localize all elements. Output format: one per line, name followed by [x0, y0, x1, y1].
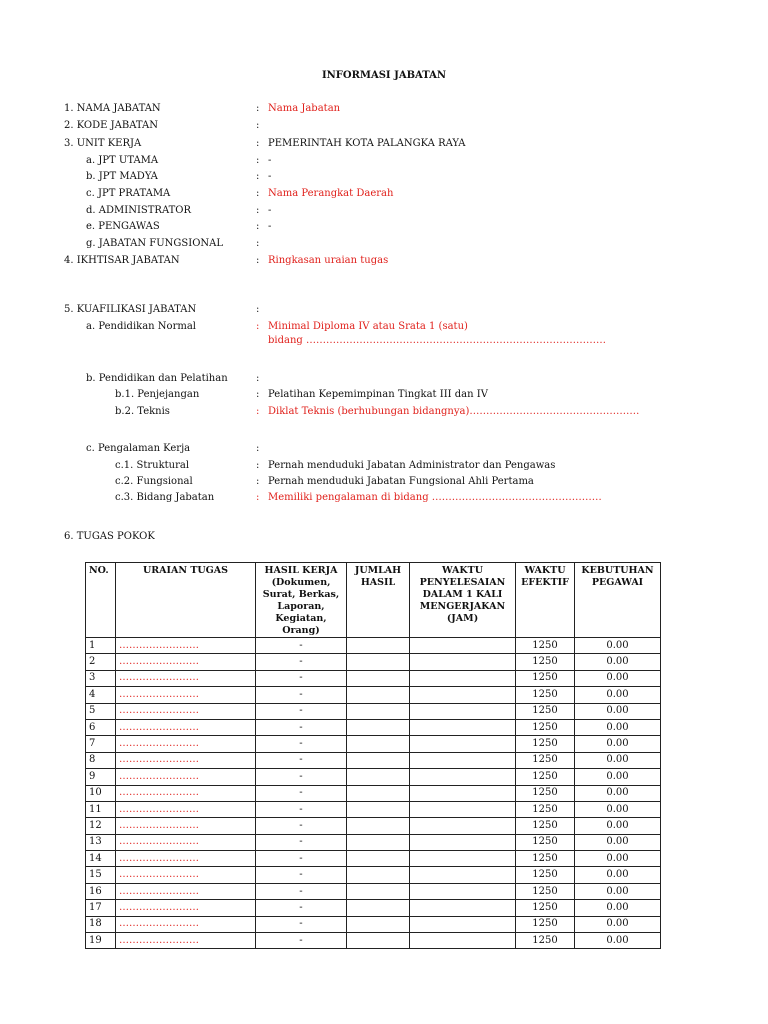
table-cell-no: 13 — [86, 834, 116, 850]
table-row — [86, 736, 661, 752]
table-cell-waktu — [410, 670, 516, 686]
table-cell-waktu — [410, 900, 516, 916]
table-cell-hasil: - — [256, 719, 347, 735]
table-cell-efektif: 1250 — [516, 933, 575, 949]
table-cell-uraian: …………………… — [116, 638, 256, 654]
field-colon: : — [256, 389, 260, 400]
field-colon: : — [256, 476, 260, 487]
table-cell-efektif: 1250 — [516, 851, 575, 867]
table-cell-waktu — [410, 736, 516, 752]
table-cell-no: 6 — [86, 719, 116, 735]
table-cell-efektif: 1250 — [516, 785, 575, 801]
table-cell-hasil: - — [256, 916, 347, 932]
table-row — [86, 801, 661, 817]
table-cell-hasil: - — [256, 687, 347, 703]
table-row — [86, 818, 661, 834]
table-cell-jumlah — [347, 719, 410, 735]
table-cell-efektif: 1250 — [516, 916, 575, 932]
table-cell-efektif: 1250 — [516, 687, 575, 703]
section-title: 5. KUAFILIKASI JABATAN — [64, 304, 197, 315]
table-cell-efektif: 1250 — [516, 818, 575, 834]
table-row — [86, 687, 661, 703]
table-cell-efektif: 1250 — [516, 752, 575, 768]
header-waktu-efektif: WAKTU EFEKTIF — [516, 563, 575, 638]
table-cell-uraian: …………………… — [116, 687, 256, 703]
field-value: - — [268, 155, 272, 166]
table-cell-hasil: - — [256, 818, 347, 834]
table-cell-uraian: …………………… — [116, 752, 256, 768]
table-cell-jumlah — [347, 916, 410, 932]
table-cell-waktu — [410, 719, 516, 735]
table-cell-uraian: …………………… — [116, 900, 256, 916]
table-cell-waktu — [410, 638, 516, 654]
table-cell-hasil: - — [256, 654, 347, 670]
field-colon: : — [256, 171, 260, 182]
table-cell-waktu — [410, 654, 516, 670]
table-cell-waktu — [410, 703, 516, 719]
field-label: e. PENGAWAS — [86, 221, 160, 232]
field-colon: : — [256, 188, 260, 199]
table-cell-efektif: 1250 — [516, 883, 575, 899]
table-cell-uraian: …………………… — [116, 719, 256, 735]
table-cell-kebutuhan: 0.00 — [575, 834, 661, 850]
table-cell-no: 7 — [86, 736, 116, 752]
table-cell-waktu — [410, 933, 516, 949]
table-cell-uraian: …………………… — [116, 818, 256, 834]
table-cell-jumlah — [347, 654, 410, 670]
field-value: bidang ……………………………………………………………………………… — [268, 335, 606, 346]
table-cell-efektif: 1250 — [516, 834, 575, 850]
table-row — [86, 933, 661, 949]
table-row — [86, 719, 661, 735]
table-cell-hasil: - — [256, 670, 347, 686]
table-row — [86, 883, 661, 899]
table-cell-uraian: …………………… — [116, 703, 256, 719]
field-label: b. Pendidikan dan Pelatihan — [86, 373, 228, 384]
table-cell-efektif: 1250 — [516, 867, 575, 883]
table-header-row — [86, 563, 661, 638]
table-cell-waktu — [410, 687, 516, 703]
table-cell-no: 16 — [86, 883, 116, 899]
table-cell-no: 8 — [86, 752, 116, 768]
table-cell-uraian: …………………… — [116, 867, 256, 883]
field-colon: : — [256, 321, 260, 332]
table-cell-jumlah — [347, 801, 410, 817]
field-value: Memiliki pengalaman di bidang …………………………………………… — [268, 492, 602, 503]
header-jumlah: JUMLAH HASIL — [347, 563, 410, 638]
table-cell-jumlah — [347, 703, 410, 719]
table-row — [86, 752, 661, 768]
table-cell-kebutuhan: 0.00 — [575, 670, 661, 686]
field-colon: : — [256, 120, 260, 131]
table-row — [86, 834, 661, 850]
table-cell-kebutuhan: 0.00 — [575, 687, 661, 703]
field-colon: : — [256, 443, 260, 454]
field-value: Pernah menduduki Jabatan Fungsional Ahli Pertama — [268, 476, 534, 487]
table-cell-hasil: - — [256, 736, 347, 752]
field-value: - — [268, 205, 272, 216]
table-cell-kebutuhan: 0.00 — [575, 801, 661, 817]
field-colon: : — [256, 238, 260, 249]
table-cell-jumlah — [347, 851, 410, 867]
table-cell-jumlah — [347, 638, 410, 654]
table-cell-hasil: - — [256, 638, 347, 654]
table-cell-uraian: …………………… — [116, 801, 256, 817]
table-cell-efektif: 1250 — [516, 736, 575, 752]
header-uraian: URAIAN TUGAS — [116, 563, 256, 638]
field-label: 1. NAMA JABATAN — [64, 103, 161, 114]
table-cell-jumlah — [347, 736, 410, 752]
field-colon: : — [256, 221, 260, 232]
field-colon: : — [256, 103, 260, 114]
field-colon: : — [256, 492, 260, 503]
table-cell-uraian: …………………… — [116, 851, 256, 867]
table-cell-kebutuhan: 0.00 — [575, 900, 661, 916]
field-value: Nama Jabatan — [268, 103, 341, 114]
table-cell-jumlah — [347, 834, 410, 850]
table-cell-hasil: - — [256, 851, 347, 867]
table-cell-waktu — [410, 818, 516, 834]
table-cell-efektif: 1250 — [516, 670, 575, 686]
header-hasil: HASIL KERJA (Dokumen, Surat, Berkas, Laporan, Kegiatan, Orang) — [256, 563, 347, 638]
table-cell-kebutuhan: 0.00 — [575, 638, 661, 654]
field-value: - — [268, 221, 272, 232]
table-cell-no: 11 — [86, 801, 116, 817]
header-kebutuhan: KEBUTUHAN PEGAWAI — [575, 563, 661, 638]
table-cell-no: 18 — [86, 916, 116, 932]
table-row — [86, 867, 661, 883]
table-row — [86, 670, 661, 686]
table-cell-no: 4 — [86, 687, 116, 703]
table-row — [86, 916, 661, 932]
table-cell-kebutuhan: 0.00 — [575, 703, 661, 719]
field-value: Nama Perangkat Daerah — [268, 188, 394, 199]
table-cell-uraian: …………………… — [116, 834, 256, 850]
field-colon: : — [256, 406, 260, 417]
table-cell-hasil: - — [256, 900, 347, 916]
field-label: c. JPT PRATAMA — [86, 188, 171, 199]
field-label: 3. UNIT KERJA — [64, 138, 142, 149]
table-cell-jumlah — [347, 785, 410, 801]
header-waktu-penyelesaian: WAKTU PENYELESAIAN DALAM 1 KALI MENGERJAKAN (JAM) — [410, 563, 516, 638]
table-cell-uraian: …………………… — [116, 933, 256, 949]
field-label: c. Pengalaman Kerja — [86, 443, 191, 454]
field-value: PEMERINTAH KOTA PALANGKA RAYA — [268, 138, 466, 149]
table-cell-efektif: 1250 — [516, 703, 575, 719]
table-cell-efektif: 1250 — [516, 769, 575, 785]
table-cell-waktu — [410, 752, 516, 768]
table-cell-jumlah — [347, 818, 410, 834]
table-cell-jumlah — [347, 687, 410, 703]
table-cell-uraian: …………………… — [116, 769, 256, 785]
table-cell-waktu — [410, 851, 516, 867]
table-cell-jumlah — [347, 670, 410, 686]
table-cell-hasil: - — [256, 933, 347, 949]
field-value: Diklat Teknis (berhubungan bidangnya)…………………………………………… — [268, 406, 640, 417]
table-cell-no: 12 — [86, 818, 116, 834]
field-label: b.1. Penjejangan — [115, 389, 200, 400]
table-cell-hasil: - — [256, 801, 347, 817]
table-cell-kebutuhan: 0.00 — [575, 736, 661, 752]
table-cell-no: 9 — [86, 769, 116, 785]
table-cell-hasil: - — [256, 867, 347, 883]
field-colon: : — [256, 205, 260, 216]
table-cell-waktu — [410, 801, 516, 817]
table-cell-jumlah — [347, 900, 410, 916]
table-cell-hasil: - — [256, 883, 347, 899]
table-cell-kebutuhan: 0.00 — [575, 916, 661, 932]
table-cell-hasil: - — [256, 703, 347, 719]
document-title: INFORMASI JABATAN — [321, 70, 447, 81]
table-cell-hasil: - — [256, 752, 347, 768]
field-colon: : — [256, 138, 260, 149]
table-cell-waktu — [410, 769, 516, 785]
table-cell-efektif: 1250 — [516, 900, 575, 916]
header-no: NO. — [86, 563, 116, 638]
table-row — [86, 638, 661, 654]
table-cell-hasil: - — [256, 785, 347, 801]
field-value: Pelatihan Kepemimpinan Tingkat III dan IV — [268, 389, 488, 400]
table-cell-kebutuhan: 0.00 — [575, 851, 661, 867]
field-label: b.2. Teknis — [115, 406, 170, 417]
table-cell-efektif: 1250 — [516, 654, 575, 670]
table-cell-uraian: …………………… — [116, 883, 256, 899]
table-row — [86, 900, 661, 916]
table-cell-uraian: …………………… — [116, 916, 256, 932]
table-cell-jumlah — [347, 867, 410, 883]
table-cell-jumlah — [347, 883, 410, 899]
field-colon: : — [256, 304, 260, 315]
table-cell-no: 14 — [86, 851, 116, 867]
table-cell-jumlah — [347, 769, 410, 785]
table-cell-hasil: - — [256, 769, 347, 785]
table-cell-efektif: 1250 — [516, 801, 575, 817]
table-cell-uraian: …………………… — [116, 736, 256, 752]
field-value: Minimal Diploma IV atau Srata 1 (satu) — [268, 321, 468, 332]
table-cell-jumlah — [347, 752, 410, 768]
table-cell-uraian: …………………… — [116, 785, 256, 801]
tugas-pokok-table — [85, 562, 661, 949]
table-cell-uraian: …………………… — [116, 670, 256, 686]
field-label: c.3. Bidang Jabatan — [115, 492, 215, 503]
table-cell-kebutuhan: 0.00 — [575, 654, 661, 670]
table-cell-hasil: - — [256, 834, 347, 850]
table-cell-no: 2 — [86, 654, 116, 670]
table-cell-kebutuhan: 0.00 — [575, 719, 661, 735]
table-cell-uraian: …………………… — [116, 654, 256, 670]
table-cell-kebutuhan: 0.00 — [575, 883, 661, 899]
table-cell-kebutuhan: 0.00 — [575, 769, 661, 785]
table-row — [86, 851, 661, 867]
field-label: a. Pendidikan Normal — [86, 321, 196, 332]
table-cell-no: 3 — [86, 670, 116, 686]
table-cell-kebutuhan: 0.00 — [575, 933, 661, 949]
table-cell-waktu — [410, 867, 516, 883]
table-cell-waktu — [410, 834, 516, 850]
table-cell-no: 10 — [86, 785, 116, 801]
table-cell-no: 15 — [86, 867, 116, 883]
table-cell-kebutuhan: 0.00 — [575, 818, 661, 834]
table-cell-jumlah — [347, 933, 410, 949]
field-label: 4. IKHTISAR JABATAN — [64, 255, 180, 266]
field-label: c.2. Fungsional — [115, 476, 193, 487]
field-label: b. JPT MADYA — [86, 171, 158, 182]
table-cell-waktu — [410, 883, 516, 899]
field-colon: : — [256, 155, 260, 166]
field-label: d. ADMINISTRATOR — [86, 205, 192, 216]
table-cell-waktu — [410, 916, 516, 932]
field-colon: : — [256, 460, 260, 471]
field-value: Pernah menduduki Jabatan Administrator dan Pengawas — [268, 460, 556, 471]
table-cell-efektif: 1250 — [516, 638, 575, 654]
table-cell-kebutuhan: 0.00 — [575, 752, 661, 768]
table-cell-no: 19 — [86, 933, 116, 949]
table-cell-no: 17 — [86, 900, 116, 916]
table-cell-kebutuhan: 0.00 — [575, 785, 661, 801]
field-value: Ringkasan uraian tugas — [268, 255, 389, 266]
table-row — [86, 785, 661, 801]
field-label: a. JPT UTAMA — [86, 155, 159, 166]
field-colon: : — [256, 373, 260, 384]
field-label: c.1. Struktural — [115, 460, 190, 471]
table-row — [86, 703, 661, 719]
field-colon: : — [256, 255, 260, 266]
table-cell-no: 1 — [86, 638, 116, 654]
section-title: 6. TUGAS POKOK — [64, 531, 155, 542]
field-label: g. JABATAN FUNGSIONAL — [86, 238, 224, 249]
table-cell-efektif: 1250 — [516, 719, 575, 735]
field-label: 2. KODE JABATAN — [64, 120, 158, 131]
table-row — [86, 769, 661, 785]
table-row — [86, 654, 661, 670]
table-cell-kebutuhan: 0.00 — [575, 867, 661, 883]
table-cell-waktu — [410, 785, 516, 801]
field-value: - — [268, 171, 272, 182]
table-cell-no: 5 — [86, 703, 116, 719]
